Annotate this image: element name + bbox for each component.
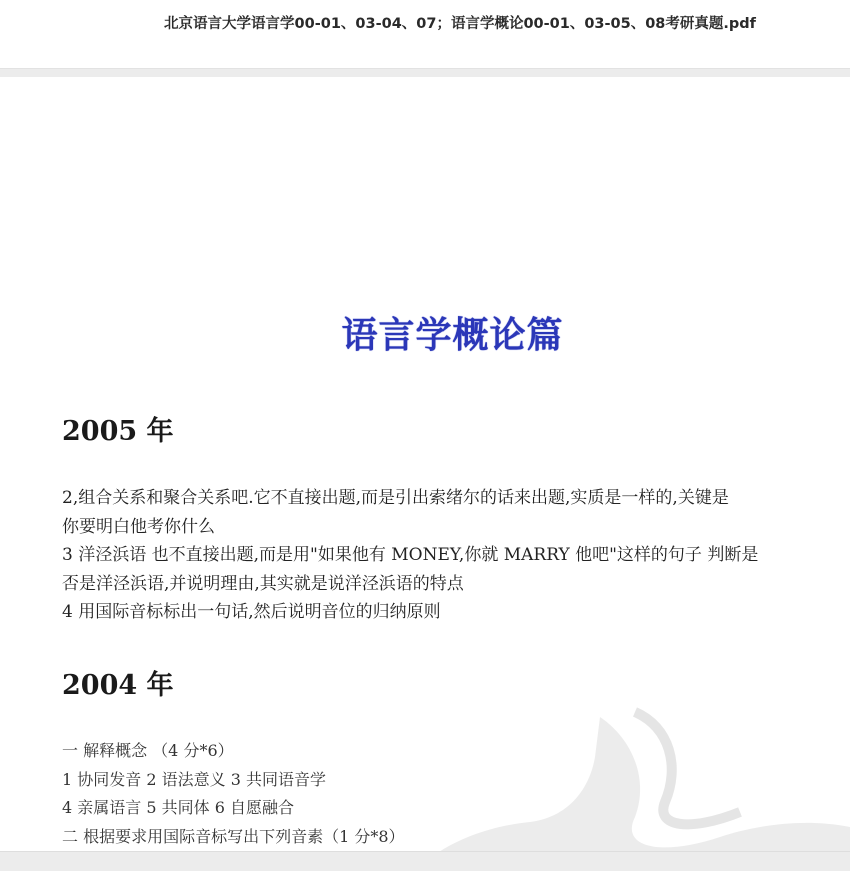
section-2004-questions <box>62 737 850 851</box>
question-line: 4 亲属语言 5 共同体 6 自愿融合 <box>62 798 294 817</box>
document-heading: 语言学概论篇 <box>341 315 564 356</box>
viewer-bottom-bar <box>0 851 850 871</box>
section-2005-questions <box>62 484 850 627</box>
file-title: 北京语言大学语言学00-01、03-04、07；语言学概论00-01、03-05、08考研真题.pdf <box>164 16 756 32</box>
question-line: 1 协同发音 2 语法意义 3 共同语音学 <box>62 769 326 789</box>
question-line: 2,组合关系和聚合关系吧.它不直接出题,而是引出索绪尔的话来出题,实质是一样的,关键是 <box>62 488 729 508</box>
year-heading-2004: 2004 年 <box>62 670 174 701</box>
viewer-title-bar <box>0 0 850 68</box>
toolbar-divider <box>0 68 850 77</box>
question-line: 3 洋泾浜语 也不直接出题,而是用"如果他有 MONEY,你就 MARRY 他吧"这样的句子 判断是 <box>62 545 759 565</box>
pdf-page[interactable] <box>0 77 850 851</box>
question-line: 一 解释概念 （4 分*6） <box>62 741 234 760</box>
question-line: 4 用国际音标标出一句话,然后说明音位的归纳原则 <box>62 602 441 622</box>
question-line: 你要明白他考你什么 <box>62 516 215 537</box>
question-line: 二 根据要求用国际音标写出下列音素（1 分*8） <box>62 826 405 846</box>
year-heading-2005: 2005 年 <box>62 416 174 447</box>
question-line: 否是洋泾浜语,并说明理由,其实就是说洋泾浜语的特点 <box>62 573 464 594</box>
